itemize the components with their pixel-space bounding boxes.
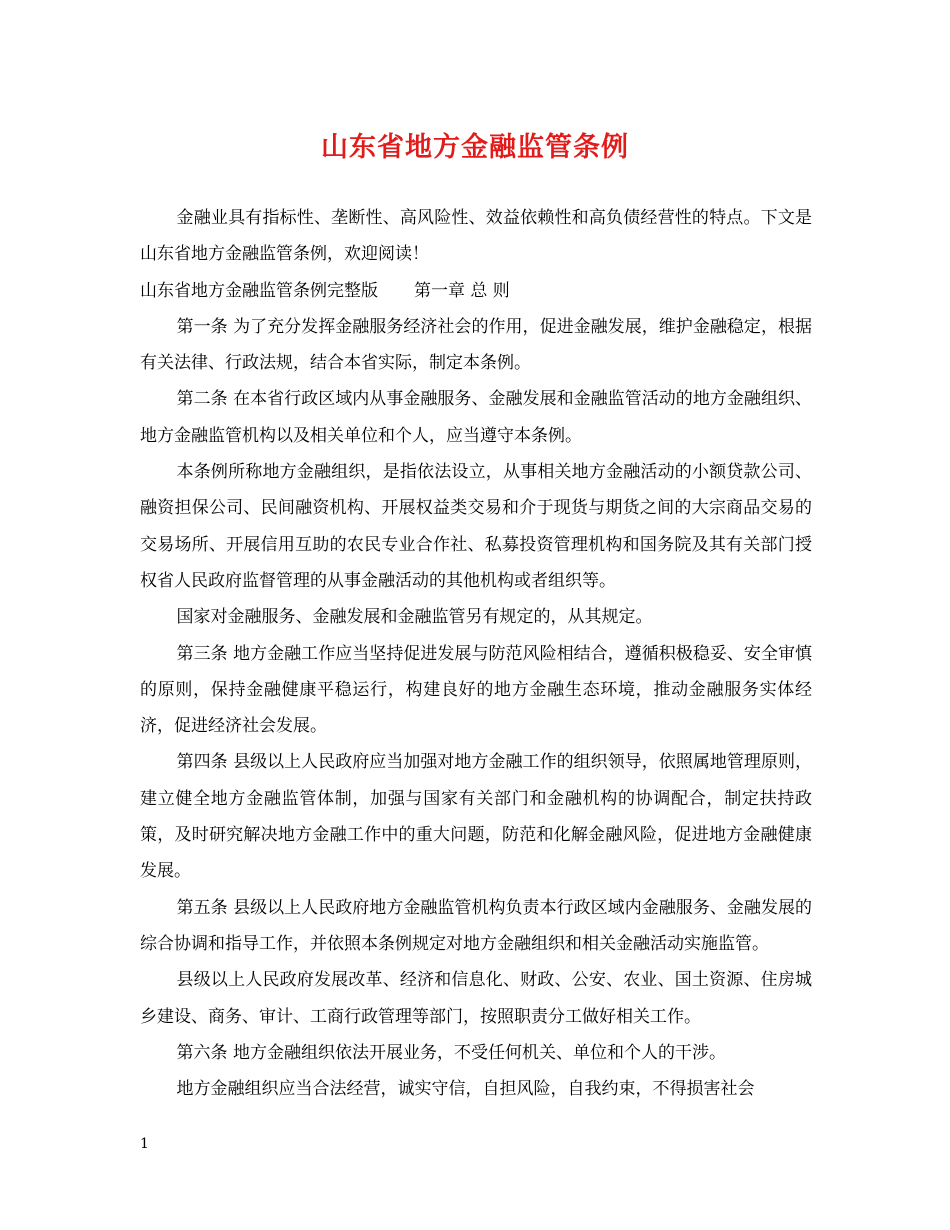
article-5-departments-paragraph: 县级以上人民政府发展改革、经济和信息化、财政、公安、农业、国土资源、住房城乡建设、商务、审计、工商行政管理等部门，按照职责分工做好相关工作。: [140, 970, 812, 1027]
chapter-heading-line: [140, 273, 812, 309]
article-3-paragraph: 第三条 地方金融工作应当坚持促进发展与防范风险相结合，遵循积极稳妥、安全审慎的原则，保持金融健康平稳运行，构建良好的地方金融生态环境，推动金融服务实体经济，促进经济社会发展。: [140, 643, 812, 737]
page-number: 1: [140, 1136, 149, 1152]
chapter-title: 第一章 总 则: [414, 280, 510, 301]
article-1-paragraph: 第一条 为了充分发挥金融服务经济社会的作用，促进金融发展，维护金融稳定，根据有关法律、行政法规，结合本省实际，制定本条例。: [140, 316, 812, 374]
article-6-paragraph: 第六条 地方金融组织依法开展业务，不受任何机关、单位和个人的干涉。: [176, 1042, 726, 1063]
intro-paragraph: 金融业具有指标性、垄断性、高风险性、效益依赖性和高负债经营性的特点。下文是山东省地方金融监管条例，欢迎阅读！: [140, 208, 812, 265]
document-heading-label: 山东省地方金融监管条例完整版: [140, 280, 378, 301]
article-4-paragraph: 第四条 县级以上人民政府应当加强对地方金融工作的组织领导，依照属地管理原则，建立健全地方金融监管体制，加强与国家有关部门和金融机构的协调配合，制定扶持政策，及时研究解决地方金融工作中的重大问题，防范和化解金融风险，促进地方金融健康发展。: [140, 752, 812, 882]
article-2-definition-paragraph: 本条例所称地方金融组织，是指依法设立，从事相关地方金融活动的小额贷款公司、融资担保公司、民间融资机构、开展权益类交易和介于现货与期货之间的大宗商品交易的交易场所、开展信用互助的农民专业合作社、私募投资管理机构和国务院及其有关部门授权省人民政府监督管理的从事金融活动的其他机构或者组织等。: [140, 462, 812, 591]
article-2-paragraph: 第二条 在本省行政区域内从事金融服务、金融发展和金融监管活动的地方金融组织、地方金融监管机构以及相关单位和个人，应当遵守本条例。: [140, 389, 812, 446]
article-2-exception-paragraph: 国家对金融服务、金融发展和金融监管另有规定的，从其规定。: [176, 607, 653, 628]
document-body: [140, 200, 812, 1107]
document-title: 山东省地方金融监管条例: [321, 132, 629, 163]
article-6-continued-paragraph: 地方金融组织应当合法经营，诚实守信，自担风险，自我约束，不得损害社会: [176, 1079, 755, 1100]
article-5-paragraph: 第五条 县级以上人民政府地方金融监管机构负责本行政区域内金融服务、金融发展的综合协调和指导工作，并依照本条例规定对地方金融组织和相关金融活动实施监管。: [140, 897, 812, 954]
